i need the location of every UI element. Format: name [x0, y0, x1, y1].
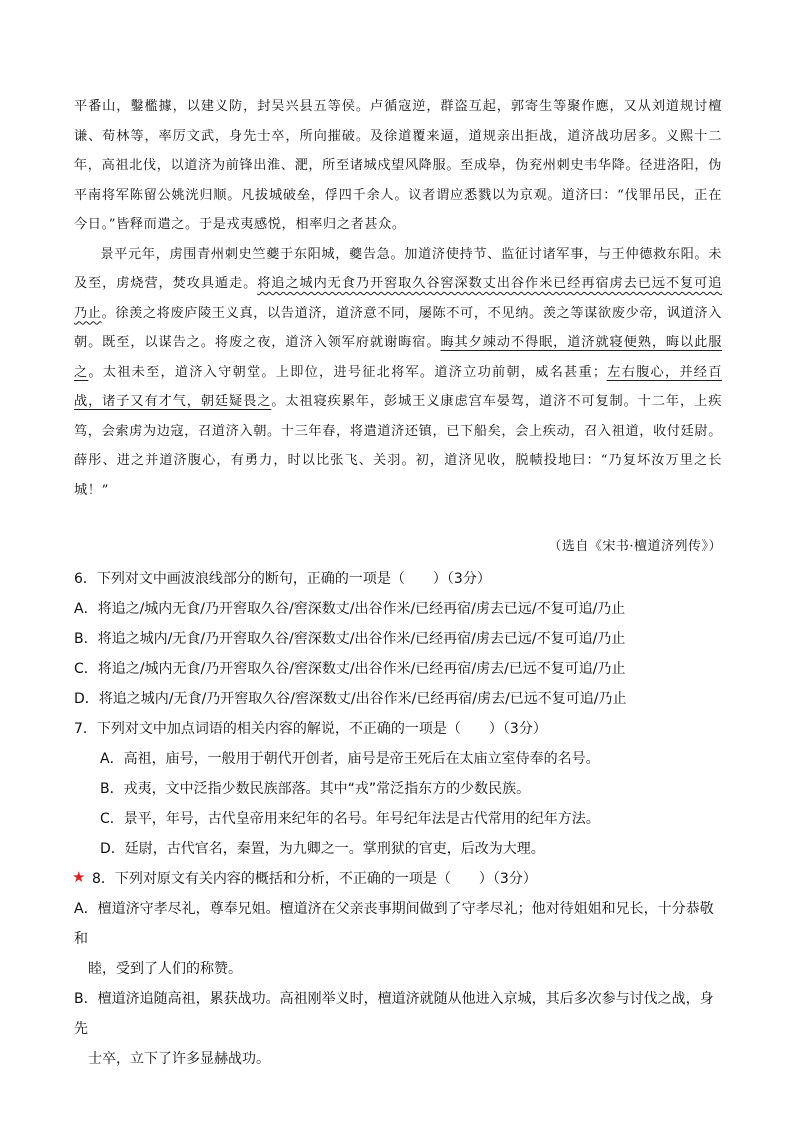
question-8-title: 8．下列对原文有关内容的概括和分析，不正确的一项是（ ）（3分） [92, 871, 537, 887]
underlined-text: 左右腹心，并经百战，诸子又有才气，朝廷疑畏之 [74, 364, 722, 409]
question-7-option-d: D．廷尉，古代官名，秦置，为九卿之一。掌刑狱的官吏，后改为大理。 [100, 841, 545, 857]
question-8-block [74, 868, 724, 890]
question-section [74, 568, 724, 1074]
passage-source: （选自《宋书·檀道济列传》） [548, 539, 722, 554]
question-8-option-a-cont: 睦，受到了人们的称赞。 [88, 961, 242, 977]
question-7-title: 7．下列对文中加点词语的相关内容的解说，不正确的一项是（ ）（3分） [74, 721, 547, 737]
question-8-option-b: B．檀道济追随高祖，累获战功。高祖刚举义时，檀道济就随从他进入京城，其后多次参与讨伐之战，身先 [74, 991, 714, 1037]
passage-text: 。太祖寝疾累年，彭城王义康虑宫车晏驾，道济不可复制。十二年，上疾笃，会索虏为边寇，召道济入朝。十三年春，将遣道济还镇，已下船矣，会上疾动，召入祖道，收付廷尉。薛彤、进之并道济腹心，有勇力，时以比张飞、关羽。初，道济见收，脱帻投地曰：“乃复坏汝万里之长城！” [74, 394, 723, 498]
question-6-option-c: C．将追之/城内无食/乃开窖取久谷/窖深数丈/出谷作米/已经再宿/虏去/已远不复可追/乃止 [74, 661, 626, 677]
question-8-option-b-cont: 士卒，立下了许多显赫战功。 [88, 1051, 270, 1067]
passage-text: 景平元年，虏围青州刺史竺夔于东阳城，夔告急。加道济使持节、监征讨诸军事，与王仲德救东阳。未及至，虏烧营，焚攻具遁走。 [74, 246, 722, 291]
question-6-option-d: D．将追之城内/无食/乃开窖取久谷/窖深数丈/出谷作米/已经再宿/虏去/已远不复可追/乃止 [74, 691, 627, 707]
classical-passage [74, 92, 722, 505]
question-6-title: 6．下列对文中画波浪线部分的断句，正确的一项是（ ）（3分） [74, 571, 491, 587]
question-6-option-a: A．将追之/城内无食/乃开窖取久谷/窖深数丈/出谷作米/已经再宿/虏去已远/不复可追/乃止 [74, 601, 626, 617]
question-8-option-a: A．檀道济守孝尽礼，尊奉兄姐。檀道济在父亲丧事期间做到了守孝尽礼；他对待姐姐和兄长，十分恭敬和 [74, 901, 714, 947]
star-icon: ★ [72, 868, 86, 886]
question-7-option-c: C．景平，年号，古代皇帝用来纪年的名号。年号纪年法是古代常用的纪年方法。 [100, 811, 600, 827]
question-7-option-a: A．高祖，庙号，一般用于朝代开创者，庙号是帝王死后在太庙立室侍奉的名号。 [100, 751, 600, 767]
wavy-underlined-text: 将追之城内无食乃开窖取久谷窖深数丈出谷作米已经再宿虏去已远不复可追乃止 [74, 276, 722, 321]
underlined-text: 晦其夕竦动不得眠，道济就寝便熟，晦以此服之 [74, 335, 722, 380]
question-6-option-b: B．将追之城内/无食/乃开窖取久谷/窖深数丈/出谷作米/已经再宿/虏去已远/不复可追/乃止 [74, 631, 626, 647]
passage-paragraph-2 [74, 240, 722, 506]
passage-paragraph-1: 平番山，鑿檻據，以建义防，封吴兴县五等侯。卢循寇逆，群盗互起，郭寄生等聚作應，又从刘道规讨檀谦、荀林等，率厉文武，身先士卒，所向摧破。及徐道覆来逼，道规亲出拒战，道济战功居多。义熙十二年，高祖北伐，以道济为前锋出淮、淝，所至诸城戍望风降服。至成皋，伪兖州刺史韦华降。径进洛阳，伪平南将军陈留公姚洸归顺。凡拔城破垒，俘四千余人。议者谓应悉戮以为京观。道济曰：“伐罪吊民，正在今日。”皆释而遣之。于是戎夷感悦，相率归之者甚众。 [74, 99, 723, 232]
passage-text: 。徐羡之将废庐陵王义真，以告道济，道济意不同，屡陈不可，不见纳。羡之等谋欲废少帝，讽道济入朝。既至，以谋告之。将废之夜，道济入领军府就谢晦宿。 [74, 305, 723, 350]
passage-text: 。太祖未至，道济入守朝堂。上即位，进号征北将军。道济立功前朝，威名甚重； [88, 364, 607, 380]
question-7-option-b: B．戎夷，文中泛指少数民族部落。其中“戎”常泛指东方的少数民族。 [100, 781, 531, 797]
